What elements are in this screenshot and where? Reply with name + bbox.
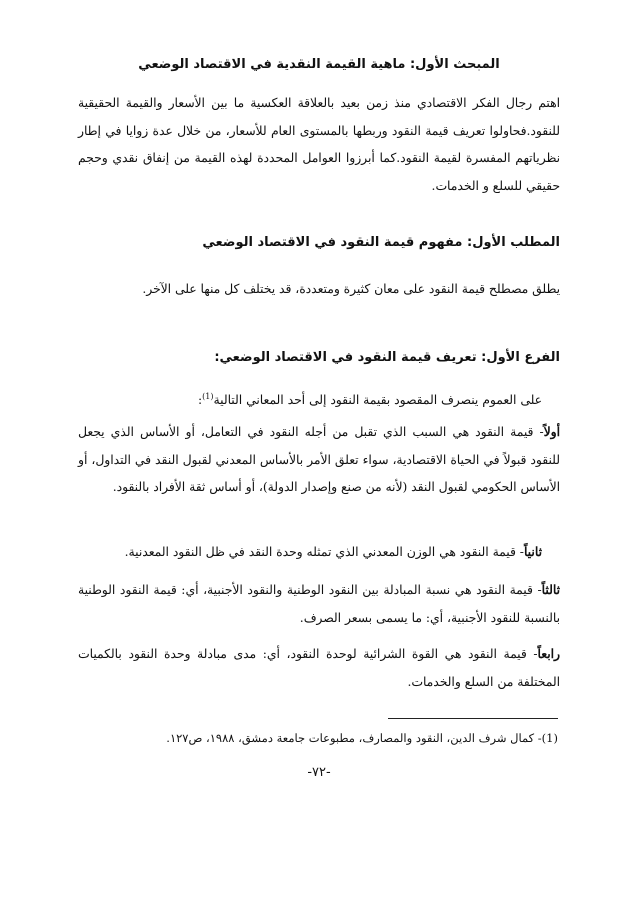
section-heading: المبحث الأول: ماهية القيمة النقدية في الاقتصاد الوضعي	[138, 57, 500, 72]
meaning-item-text: - قيمة النقود هي نسبة المبادلة بين النقود الوطنية والنقود الأجنبية، أي: قيمة النقود الوطنية بالنسبة للنقود الأجنبية، أي: ما يسمى بسعر الصرف.	[78, 583, 560, 625]
footnote-divider	[388, 718, 558, 719]
meaning-item-lead: ثالثاً	[541, 582, 560, 597]
intro-paragraph: اهتم رجال الفكر الاقتصادي منذ زمن بعيد بالعلاقة العكسية ما بين الأسعار والقيمة الحقيقية للنقود.فحاولوا تعريف قيمة النقود وربطها بالمستوى العام للأسعار، من خلال عدة زوايا في إطار نظرياتهم المفسرة لقيمة النقود.كما أبرزوا العوامل المحددة لهذه القيمة من إنفاق نقدي وحجم حقيقي للسلع و الخدمات.	[78, 96, 560, 193]
meanings-intro-colon: :	[198, 393, 203, 408]
meaning-item-4	[78, 640, 560, 696]
footnote: (1)- كمال شرف الدين، النقود والمصارف، مطبوعات جامعة دمشق، ١٩٨٨، ص١٢٧.	[166, 731, 558, 745]
meaning-item-3	[78, 576, 560, 632]
subsection-paragraph: يطلق مصطلح قيمة النقود على معان كثيرة ومتعددة، قد يختلف كل منها على الآخر.	[142, 282, 560, 296]
page-number: -٧٢-	[307, 765, 331, 780]
meanings-intro-text: على العموم ينصرف المقصود بقيمة النقود إلى أحد المعاني التالية	[213, 393, 542, 408]
meaning-item-2	[78, 538, 542, 567]
branch-heading: الفرع الأول: تعريف قيمة النقود في الاقتصاد الوضعي:	[214, 350, 560, 365]
meaning-item-text: - قيمة النقود هي السبب الذي تقبل من أجله النقود في التعامل، أو الأساس الذي يجعل للنقود قبولاً في الحياة الاقتصادية، سواء تعلق الأمر بالأساس المعدني لقبول النقد في التداول، أو الأساس الحكومي لقبول النقد (لأنه من صنع وإصدار الدولة)، أو أساس ثقة الأفراد بالنقود.	[78, 425, 560, 494]
meaning-item-text: - قيمة النقود هي القوة الشرائية لوحدة النقود، أي: مدى مبادلة وحدة النقود بالكميات المختلفة من السلع والخدمات.	[78, 647, 560, 689]
meaning-item-text: - قيمة النقود هي الوزن المعدني الذي تمثله وحدة النقد في ظل النقود المعدنية.	[124, 545, 524, 559]
meanings-intro	[78, 383, 542, 415]
meaning-item-lead: ثانياً	[523, 544, 542, 559]
meaning-item-lead: رابعاً	[537, 646, 560, 661]
meaning-item-lead: أولاً	[543, 424, 560, 439]
subsection-heading: المطلب الأول: مفهوم قيمة النقود في الاقتصاد الوضعي	[202, 235, 560, 250]
meaning-item-1	[78, 418, 560, 502]
footnote-reference: (1)	[202, 392, 214, 401]
